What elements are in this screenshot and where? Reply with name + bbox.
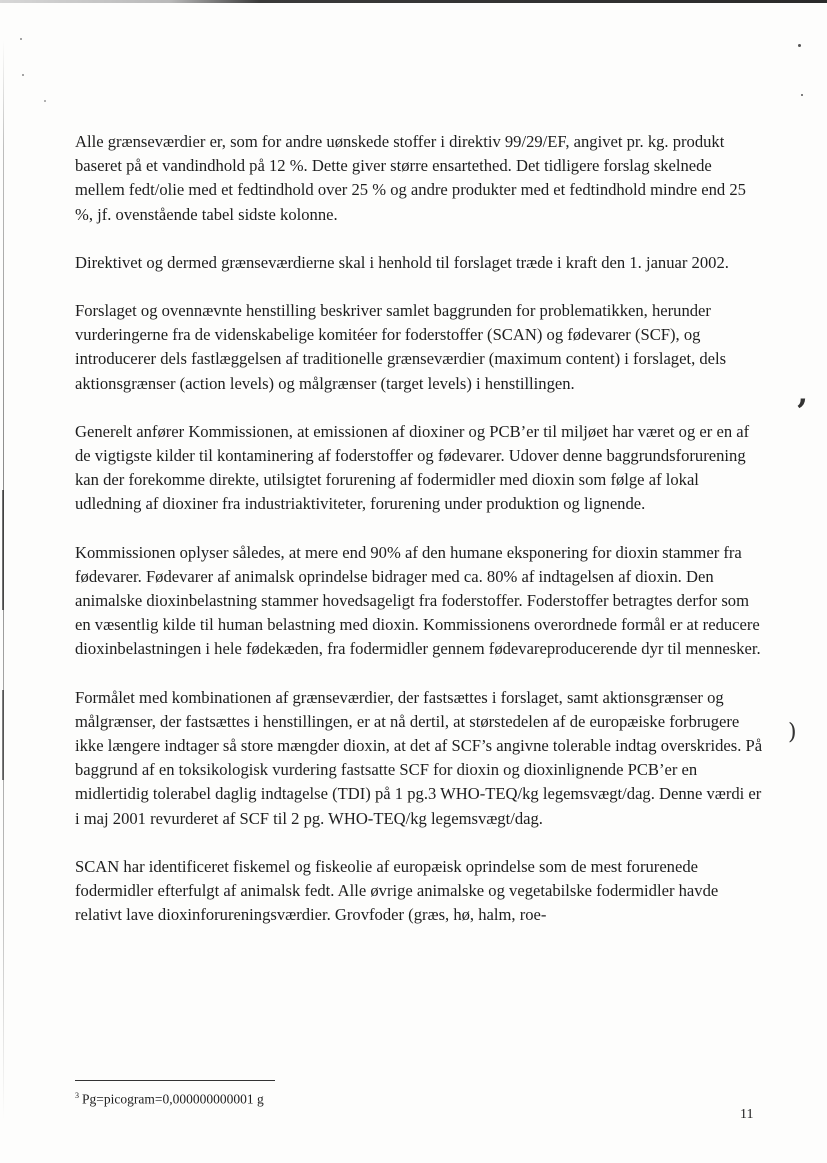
scan-speck bbox=[20, 38, 22, 40]
footnote-text: Pg=picogram=0,000000000001 g bbox=[82, 1091, 264, 1107]
scan-edge-left-mark bbox=[2, 490, 4, 610]
paragraph: Generelt anfører Kommissionen, at emissionen af dioxiner og PCB’er til miljøet har været og er en af de vigtigste kilder til kontaminering af foderstoffer og fødevarer. Udover denne baggrundsforurening kan der forekomme direkte, utilsigtet forurening af fodermidler med dioxin som følge af lokal udledning af dioxiner fra industriaktiviteter, forurening under produktion og lignende. bbox=[75, 421, 750, 514]
paragraph: Alle grænseværdier er, som for andre uønskede stoffer i direktiv 99/29/EF, angivet pr. kg. produkt baseret på et vandindhold på 12 %. Dette giver større ensartethed. Det tidligere forslag skelnede mellem fedt/olie med et fedtindhold over 25 % og andre produkter med et fedtindhold mindre end 25 %, jf. ovenstående tabel sidste kolonne. bbox=[75, 132, 746, 224]
paragraph: Kommissionen oplyser således, at mere end 90% af den humane eksponering for dioxin stammer fra fødevarer. Fødevarer af animalsk oprindelse bidrager med ca. 80% af indtagelsen af dioxin. Den animalske dioxinbelastning stammer hovedsageligt fra foderstoffer. Foderstoffer betragtes derfor som en væsentlig kilde til human belastning med dioxin. Kommissionens overordnede formål er at reducere dioxinbelastningen i hele fødekæden, fra fodermidler gennem fødevareproducerende dyr til mennesker. bbox=[75, 542, 761, 659]
footnote-marker: 3 bbox=[75, 1091, 79, 1100]
paragraph: SCAN har identificeret fiskemel og fiskeolie af europæisk oprindelse som de mest forurenede fodermidler efterfulgt af animalsk fedt. Alle øvrige animalske og vegetabilske fodermidler havde relativt lave dioxinforureningsværdier. Grovfoder (græs, hø, halm, roe- bbox=[75, 856, 719, 925]
paragraph: Direktivet og dermed grænseværdierne skal i henhold til forslaget træde i kraft den 1. januar 2002. bbox=[75, 252, 729, 272]
document-body bbox=[75, 130, 765, 951]
paragraph: Forslaget og ovennævnte henstilling beskriver samlet baggrunden for problematikken, herunder vurderingerne fra de videnskabelige komitéer for foderstoffer (SCAN) og fødevarer (SCF), og introducerer dels fastlæggelsen af traditionelle grænseværdier (maximum content) i forslaget, dels aktionsgrænser (action levels) og målgrænser (target levels) i henstillingen. bbox=[75, 301, 727, 393]
page-number: 11 bbox=[740, 1107, 754, 1122]
scan-edge-left-mark bbox=[2, 690, 4, 780]
scan-edge-top bbox=[0, 0, 827, 3]
margin-mark: ) bbox=[788, 720, 797, 745]
footnote-divider bbox=[75, 1080, 275, 1081]
margin-mark: ’ bbox=[796, 392, 808, 432]
scan-speck bbox=[801, 94, 803, 96]
footnote bbox=[75, 1088, 264, 1108]
scan-speck bbox=[44, 100, 46, 102]
paragraph: Formålet med kombinationen af grænseværdier, der fastsættes i forslaget, samt aktionsgrænser og målgrænser, der fastsættes i henstillingen, er at nå dertil, at størstedelen af de europæiske forbrugere ikke længere indtager så store mængder dioxin, at det af SCF’s angivne tolerable indtag overskrides. På baggrund af en toksikologisk vurdering fastsatte SCF for dioxin og dioxinlignende PCB’er en midlertidig tolerabel daglig indtagelse (TDI) på 1 pg.3 WHO-TEQ/kg legemsvægt/dag. Denne værdi er i maj 2001 revurderet af SCF til 2 pg. WHO-TEQ/kg legemsvægt/dag. bbox=[75, 687, 763, 828]
scan-speck bbox=[798, 44, 801, 47]
scan-speck bbox=[22, 74, 24, 76]
